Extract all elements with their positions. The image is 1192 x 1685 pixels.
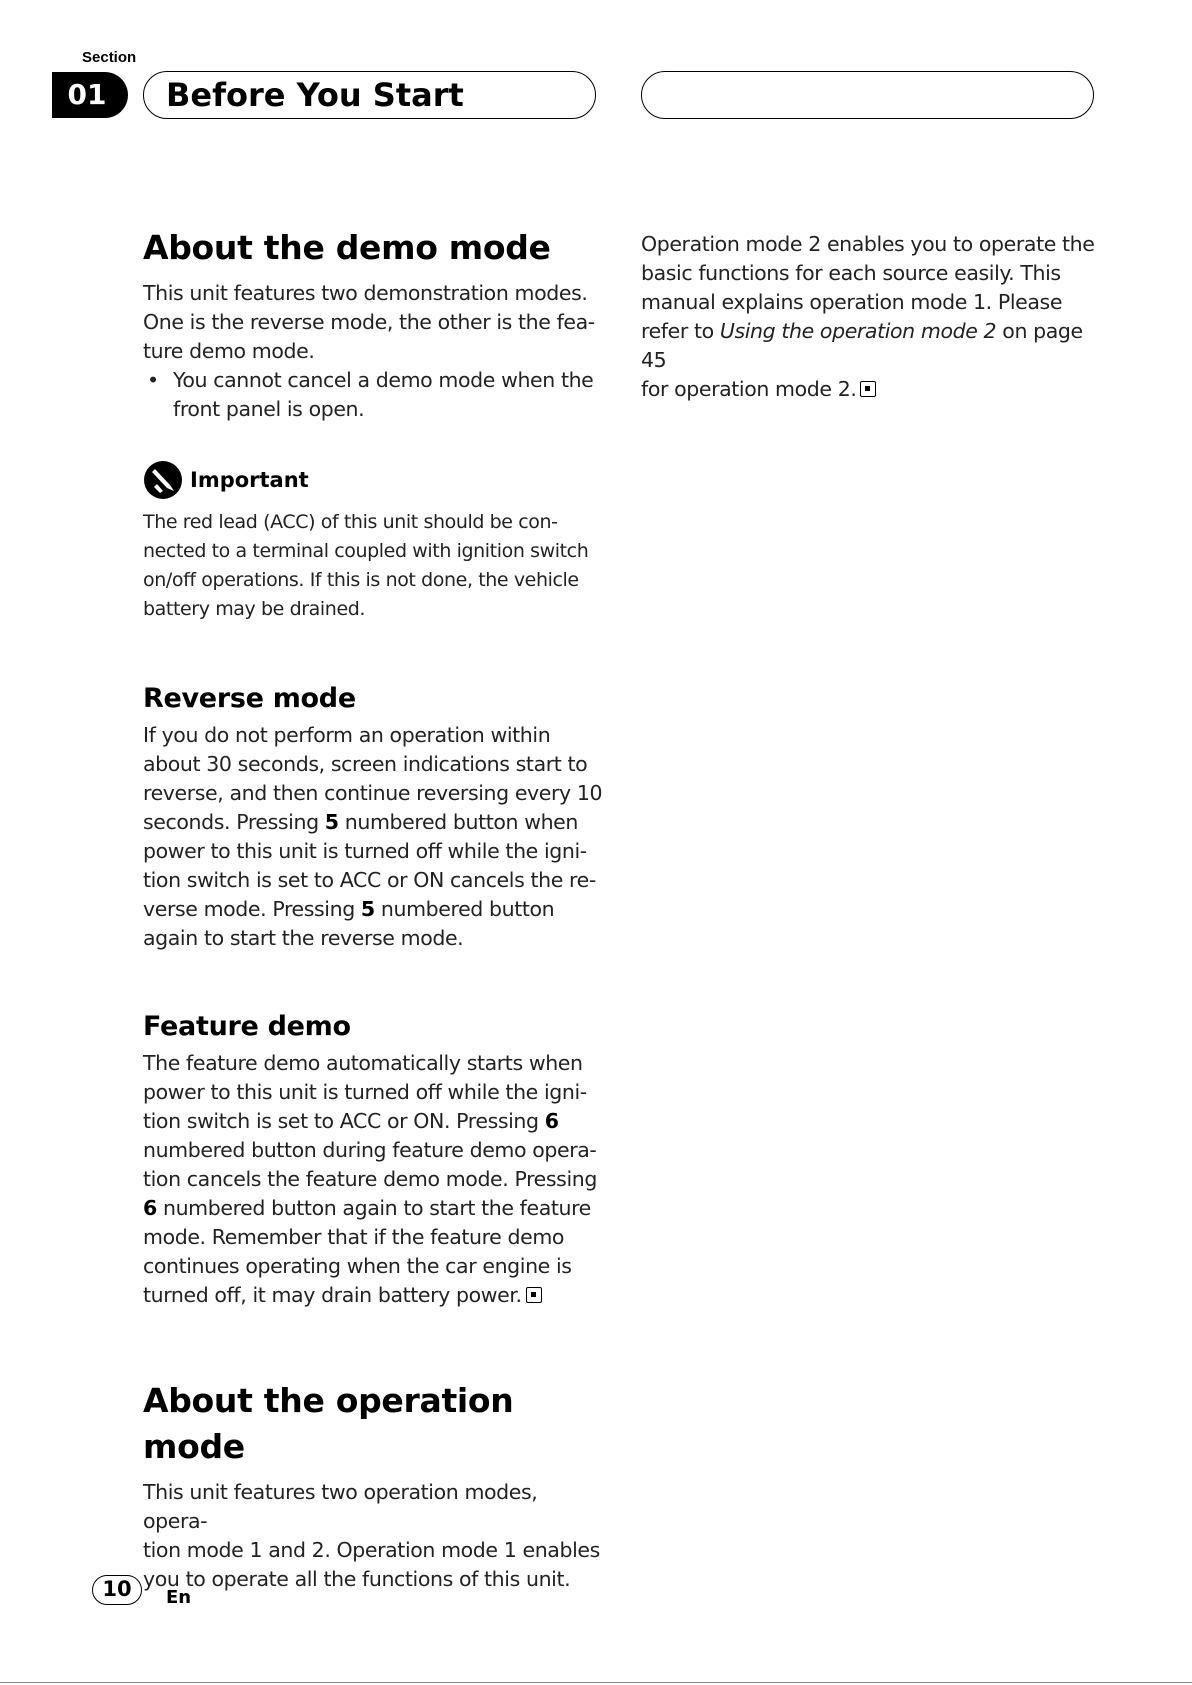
text-line: [143, 1281, 603, 1310]
text-line: continues operating when the car engine is: [143, 1254, 572, 1278]
button-number: 6: [544, 1109, 559, 1133]
page-number: 10: [92, 1575, 142, 1605]
right-column: [641, 230, 1101, 404]
text-line: One is the reverse mode, the other is the fea-: [143, 310, 595, 334]
text-line: numbered button during feature demo opera-: [143, 1138, 597, 1162]
text-line: front panel is open.: [173, 397, 365, 421]
left-column: [143, 225, 603, 1594]
text-run: verse mode. Pressing: [143, 897, 361, 921]
text-line: power to this unit is turned off while the igni-: [143, 839, 587, 863]
page-reference: Using the operation mode 2: [719, 319, 997, 343]
text-run: refer to: [641, 319, 720, 343]
heading-operation-mode: About the operation mode: [143, 1381, 514, 1466]
text-line: power to this unit is turned off while the igni-: [143, 1080, 587, 1104]
text-line: You cannot cancel a demo mode when the: [173, 368, 594, 392]
page-edge-divider: [0, 1682, 1192, 1683]
text-line: battery may be drained.: [143, 598, 366, 620]
end-of-section-icon: [526, 1287, 542, 1303]
text-line: [641, 317, 1101, 375]
text-line: about 30 seconds, screen indications start to: [143, 752, 588, 776]
section-number-badge: 01: [52, 72, 128, 118]
text-run: seconds. Pressing: [143, 810, 325, 834]
text-line: basic functions for each source easily. This: [641, 261, 1061, 285]
text-line: The feature demo automatically starts when: [143, 1051, 583, 1075]
important-label: Important: [190, 468, 309, 492]
section-label: Section: [82, 49, 137, 66]
text-run: numbered button: [374, 897, 555, 921]
important-callout: [143, 460, 603, 500]
text-line: [143, 895, 603, 924]
heading-feature-demo: Feature demo: [143, 1011, 351, 1042]
heading-demo-mode: About the demo mode: [143, 228, 551, 267]
important-pen-icon: [143, 460, 183, 500]
text-run: for operation mode 2.: [641, 377, 857, 401]
end-of-section-icon: [860, 381, 876, 397]
chapter-title-box: [143, 71, 596, 119]
text-line: on/off operations. If this is not done, the vehicle: [143, 569, 579, 591]
chapter-title: Before You Start: [166, 76, 464, 114]
text-line: tion switch is set to ACC or ON cancels the re-: [143, 868, 596, 892]
button-number: 5: [324, 810, 339, 834]
reverse-mode-text: [143, 721, 603, 953]
heading-reverse-mode: Reverse mode: [143, 683, 356, 714]
text-line: [143, 1194, 603, 1223]
button-number: 5: [360, 897, 375, 921]
text-line: If you do not perform an operation within: [143, 723, 551, 747]
operation-mode-text-right: [641, 230, 1101, 404]
text-run: numbered button again to start the feature: [156, 1196, 591, 1220]
text-line: again to start the reverse mode.: [143, 926, 464, 950]
text-run: turned off, it may drain battery power.: [143, 1283, 522, 1307]
text-line: nected to a terminal coupled with ignition switch: [143, 540, 589, 562]
text-line: manual explains operation mode 1. Please: [641, 290, 1063, 314]
text-line: mode. Remember that if the feature demo: [143, 1225, 565, 1249]
text-line: tion mode 1 and 2. Operation mode 1 enables: [143, 1538, 600, 1562]
text-run: on page 45: [641, 319, 1083, 372]
text-run: numbered button when: [338, 810, 578, 834]
text-run: tion switch is set to ACC or ON. Pressing: [143, 1109, 545, 1133]
text-line: [143, 1107, 603, 1136]
text-line: you to operate all the functions of this unit.: [143, 1567, 571, 1591]
button-number: 6: [143, 1196, 157, 1220]
text-line: tion cancels the feature demo mode. Pressing: [143, 1167, 597, 1191]
text-line: Operation mode 2 enables you to operate the: [641, 232, 1095, 256]
text-line: ture demo mode.: [143, 339, 315, 363]
demo-mode-intro: [143, 279, 603, 366]
text-line: [143, 808, 603, 837]
text-line: The red lead (ACC) of this unit should be con-: [143, 511, 558, 533]
text-line: [641, 375, 1101, 404]
text-line: reverse, and then continue reversing every 10: [143, 781, 603, 805]
language-code: En: [166, 1587, 192, 1608]
bullet-item: [143, 366, 603, 424]
text-line: This unit features two operation modes, opera-: [143, 1480, 538, 1533]
operation-mode-text-left: [143, 1478, 603, 1594]
text-line: This unit features two demonstration modes.: [143, 281, 588, 305]
feature-demo-text: [143, 1049, 603, 1310]
important-text: [143, 508, 603, 624]
empty-header-box: [641, 71, 1094, 119]
bullet-marker: •: [147, 368, 159, 392]
